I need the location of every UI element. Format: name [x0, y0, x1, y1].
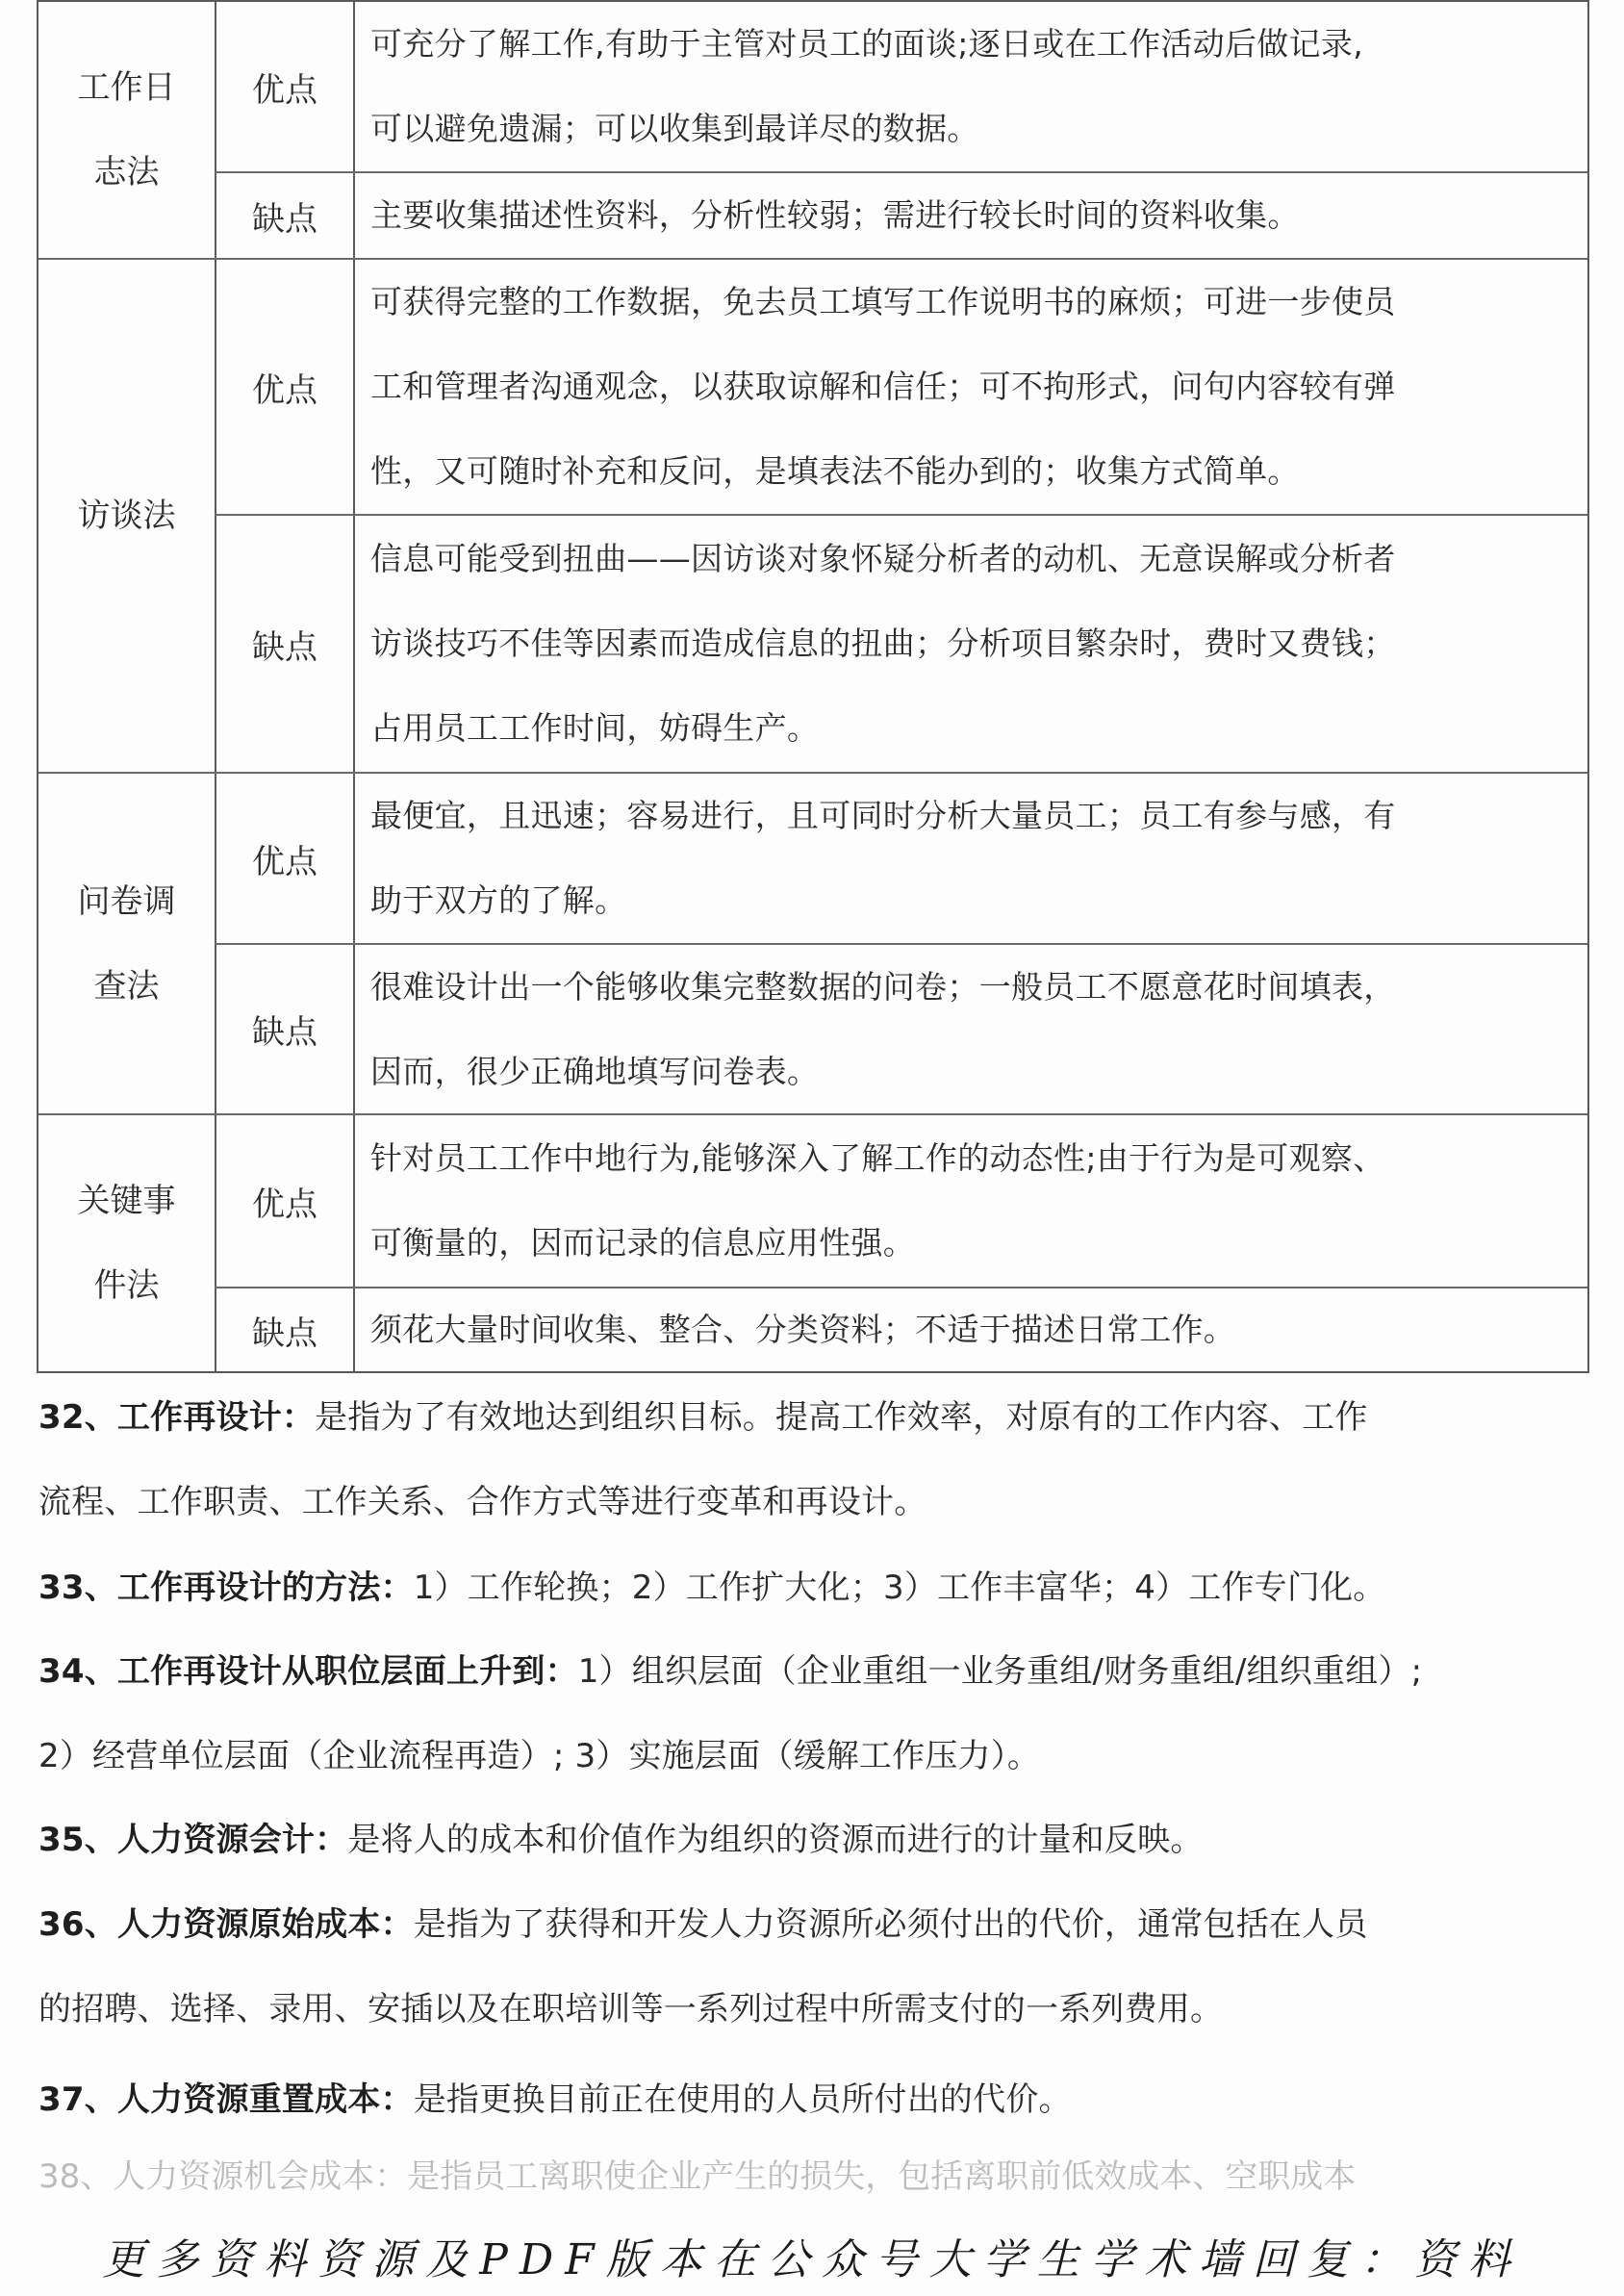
type-cell-pros: 优点: [252, 842, 317, 881]
term-label: 36、人力资源原始成本：: [38, 1905, 414, 1944]
type-cell-cons: 缺点: [252, 627, 317, 667]
method-label: 工作日: [77, 68, 176, 107]
term-label: 34、工作再设计从职位层面上升到：: [38, 1652, 578, 1691]
content-cell: 可充分了解工作,有助于主管对员工的面谈;逐日或在工作活动后做记录, 可以避免遗漏；可以收集到最详尽的数据。: [370, 25, 1363, 147]
method-label: 访谈法: [77, 497, 176, 535]
type-cell-cons: 缺点: [252, 1013, 317, 1052]
paragraph-36-hr-original-cost: 36、人力资源原始成本：是指为了获得和开发人力资源所必须付出的代价，通常包括在人员 的招聘、选择、录用、安插以及在职培训等一系列过程中所需支付的一系列费用。: [38, 1905, 1368, 2028]
cut-off-text-line: 38、人力资源机会成本：是指员工离职使企业产生的损失，包括离职前低效成本、空职成本: [38, 2157, 1357, 2196]
content-cell: 很难设计出一个能够收集完整数据的问卷；一般员工不愿意花时间填表， 因而，很少正确地填写问卷表。: [370, 967, 1396, 1090]
method-label: 件法: [93, 1266, 160, 1305]
method-label: 问卷调: [77, 881, 176, 921]
paragraph-33-redesign-methods: 33、工作再设计的方法：1）工作轮换；2）工作扩大化；3）工作丰富华；4）工作专门化。: [38, 1569, 1386, 1607]
term-label: 33、工作再设计的方法：: [38, 1569, 414, 1607]
method-cell-interview: [38, 260, 215, 772]
method-label: 志法: [93, 153, 160, 191]
type-cell-pros: 优点: [252, 70, 317, 110]
method-cell-work-log: [38, 2, 215, 258]
method-cell-critical-incident: [38, 1115, 215, 1371]
method-cell-questionnaire: [38, 774, 215, 1113]
content-cell: 信息可能受到扭曲——因访谈对象怀疑分析者的动机、无意误解或分析者 访谈技巧不佳等因素而造成信息的扭曲；分析项目繁杂时，费时又费钱； 占用员工工作时间，妨碍生产。: [370, 540, 1396, 747]
type-cell-cons: 缺点: [252, 1314, 317, 1353]
paragraph-32-job-redesign: 32、工作再设计：是指为了有效地达到组织目标。提高工作效率，对原有的工作内容、工作 流程、工作职责、工作关系、合作方式等进行变革和再设计。: [38, 1398, 1368, 1521]
footer-promo-text: 更多资料资源及PDF版本在公众号大学生学术墙回复：资料: [102, 2235, 1522, 2284]
job-analysis-methods-table: [37, 0, 1589, 1373]
content-cell: 可获得完整的工作数据，免去员工填写工作说明书的麻烦；可进一步使员 工和管理者沟通观念，以获取谅解和信任；可不拘形式，问句内容较有弹 性，又可随时补充和反问，是填表法不能办到的；收集方式简单。: [370, 283, 1396, 490]
content-cell: 最便宜，且迅速；容易进行，且可同时分析大量员工；员工有参与感，有 助于双方的了解。: [370, 797, 1396, 919]
method-label: 查法: [93, 966, 160, 1006]
type-cell-pros: 优点: [252, 1185, 317, 1224]
type-cell-cons: 缺点: [252, 199, 317, 239]
type-cell-pros: 优点: [252, 370, 317, 410]
content-cell: 须花大量时间收集、整合、分类资料；不适于描述日常工作。: [370, 1311, 1236, 1348]
term-label: 35、人力资源会计：: [38, 1821, 348, 1859]
method-label: 关键事: [77, 1182, 176, 1220]
paragraph-35-hr-accounting: 35、人力资源会计：是将人的成本和价值作为组织的资源而进行的计量和反映。: [38, 1821, 1204, 1859]
content-cell: 主要收集描述性资料，分析性较弱；需进行较长时间的资料收集。: [370, 196, 1300, 234]
content-cell: 针对员工工作中地行为,能够深入了解工作的动态性;由于行为是可观察、 可衡量的，因而记录的信息应用性强。: [370, 1139, 1385, 1262]
paragraph-34-redesign-levels: 34、工作再设计从职位层面上升到：1）组织层面（企业重组一业务重组/财务重组/组织重组）; 2）经营单位层面（企业流程再造）; 3）实施层面（缓解工作压力）。: [38, 1652, 1423, 1775]
paragraph-37-hr-replacement-cost: 37、人力资源重置成本：是指更换目前正在使用的人员所付出的代价。: [38, 2080, 1072, 2119]
term-label: 37、人力资源重置成本：: [38, 2080, 414, 2119]
term-label: 32、工作再设计：: [38, 1398, 316, 1437]
